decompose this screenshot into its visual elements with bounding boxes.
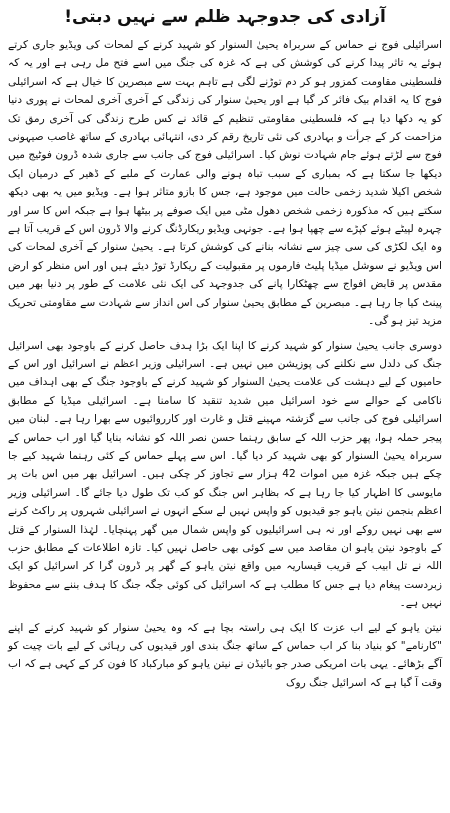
article-paragraph-1: اسرائیلی فوج نے حماس کے سربراہ یحییٰ السنوار کو شہید کرنے کے لمحات کی ویڈیو جاری کرتے ہوئے یہ تاثر پیدا کرنے کی کوشش کی ہے کہ غزہ کی جنگ میں اسے فتح مل رہی ہے اور یہ کہ فلسطینی مقاومت کمزور ہو کر دم توڑنے لگی ہے تاہم بہت سے مبصرین کا خیال ہے کہ اسرائیلی فوج کا یہ اقدام بیک فائر کر گیا ہے اور یحییٰ سنوار کی زندگی کے آخری آخری لمحات نے پوری دنیا کو یہ دکھا دیا ہے کہ فلسطینی مقاومتی تنظیم کے قائد نے کس طرح زندگی کی آخری رمق تک مزاحمت کر کے جرأت و بہادری کی نئی تاریخ رقم کر دی، انتہائی بہادری کے ساتھ غاصب صیہونی فوج سے لڑتے ہوئے جام شہادت نوش کیا۔ اسرائیلی فوج کی جانب سے جاری شدہ ڈرون فوٹیج میں دیکھا جا سکتا ہے کہ بمباری کے سبب تباہ ہونے والی عمارت کے ملبے کے ڈھیر کے درمیان ایک شخص اکیلا شدید زخمی حالت میں موجود ہے، جس کا بازو متاثر ہوا ہے۔ ویڈیو میں یہ بھی دیکھ سکتے ہیں کہ مذکورہ زخمی شخص دھول مٹی میں ایک صوفے پر بیٹھا ہوا ہے جبکہ اس کا سر اور چہرہ لپیٹے ہوئے کپڑے سے چھپا ہوا ہے۔ جونہی ویڈیو ریکارڈنگ کرنے والا ڈرون اس کے قریب آتا ہے وہ ایک لکڑی کی سی چیز سے نشانہ بنانے کی کوشش کرتا ہے۔ یحییٰ سنوار کے آخری لمحات کی اس ویڈیو نے سوشل میڈیا پلیٹ فارموں پر مقبولیت کے ریکارڈ توڑ دیئے ہیں اور اس منظر کو ارض مقدس پر قابض افواج سے چھٹکارا پانے کی جدوجہد کی ایک نئی علامت کے طور پر دنیا بھر میں پینٹ کیا جا رہا ہے۔ مبصرین کے مطابق یحییٰ سنوار کی اس انداز سے شہادت سے مقاومتی تحریک مزید تیز ہو گی۔	[8, 39, 442, 328]
article-paragraph-3: نیتن یاہو کے لیے اب عزت کا ایک ہی راستہ بچا ہے کہ وہ یحییٰ سنوار کو شہید کرنے کے اپنے "کارنامے" کو بنیاد بنا کر اب حماس کے ساتھ جنگ بندی اور قیدیوں کی رہائی کے لیے بات چیت کو آگے بڑھائے۔ یہی بات امریکی صدر جو بائیڈن نے نیتن یاہو کو مبارکباد کا فون کر کے کہی ہے کہ اب وقت آ گیا ہے کہ اسرائیل جنگ روک	[8, 621, 442, 689]
article-body	[8, 36, 442, 692]
article-paragraph-2: دوسری جانب یحییٰ سنوار کو شہید کرنے کا اپنا ایک بڑا ہدف حاصل کرنے کے باوجود بھی اسرائیل جنگ کی دلدل سے نکلنے کی پوزیشن میں نہیں ہے۔ اسرائیلی وزیر اعظم نے اسرائیل اور اس کے حامیوں کے لیے دہشت کی علامت یحییٰ السنوار کو شہید کرنے کے باوجود جنگ کے بھی اہداف میں ناکامی کے حوالے سے خود اسرائیل میں شدید تنقید کا سامنا ہے۔ اسرائیلی میڈیا کے مطابق اسرائیلی فوج کی جانب سے گزشتہ مہینے قتل و غارت اور کارروائیوں سے بھرا رہا ہے۔ لبنان میں پیجر حملہ ہوا، پھر حزب اللہ کے سابق رہنما حسن نصر اللہ کو نشانہ بنایا گیا اور اب حماس کے سربراہ یحییٰ السنوار کو بھی شہید کر دیا گیا۔ اس سے پہلے حماس کے کئی رہنما شہید کیے جا چکے ہیں جبکہ غزہ میں اموات 42 ہزار سے تجاوز کر چکی ہیں۔ اسرائیل بھر میں اس بات پر مایوسی کا اظہار کیا جا رہا ہے کہ بظاہر اس جنگ کو کب تک طول دیا جائے گا۔ اسرائیلی وزیر اعظم بنجمن نیتن یاہو جو قیدیوں کو واپس نہیں لے سکے انہوں نے اسرائیلی شہروں پر راکٹ کرنے سے بھی نہیں روکے اور نہ ہی اسرائیلیوں کو واپس شمال میں گھر پہنچایا۔ لہٰذا السنوار کے قتل کے باوجود نیتن یاہو ان مقاصد میں سے کوئی بھی حاصل نہیں کیا۔ تازہ اطلاعات کے مطابق حزب اللہ نے تل ابیب کے قریب قیساریہ میں واقع نیتن یاہو کے گھر پر ڈرون گرا کر اسرائیل کو ایک زبردست پیغام دیا ہے جس کا مطلب ہے کہ اسرائیل کی کوئی جگہ جنگ کا ہدف بننے سے محفوظ نہیں ہے۔	[8, 339, 442, 610]
article-headline: آزادی کی جدوجہد ظلم سے نہیں دبتی!	[64, 7, 386, 27]
